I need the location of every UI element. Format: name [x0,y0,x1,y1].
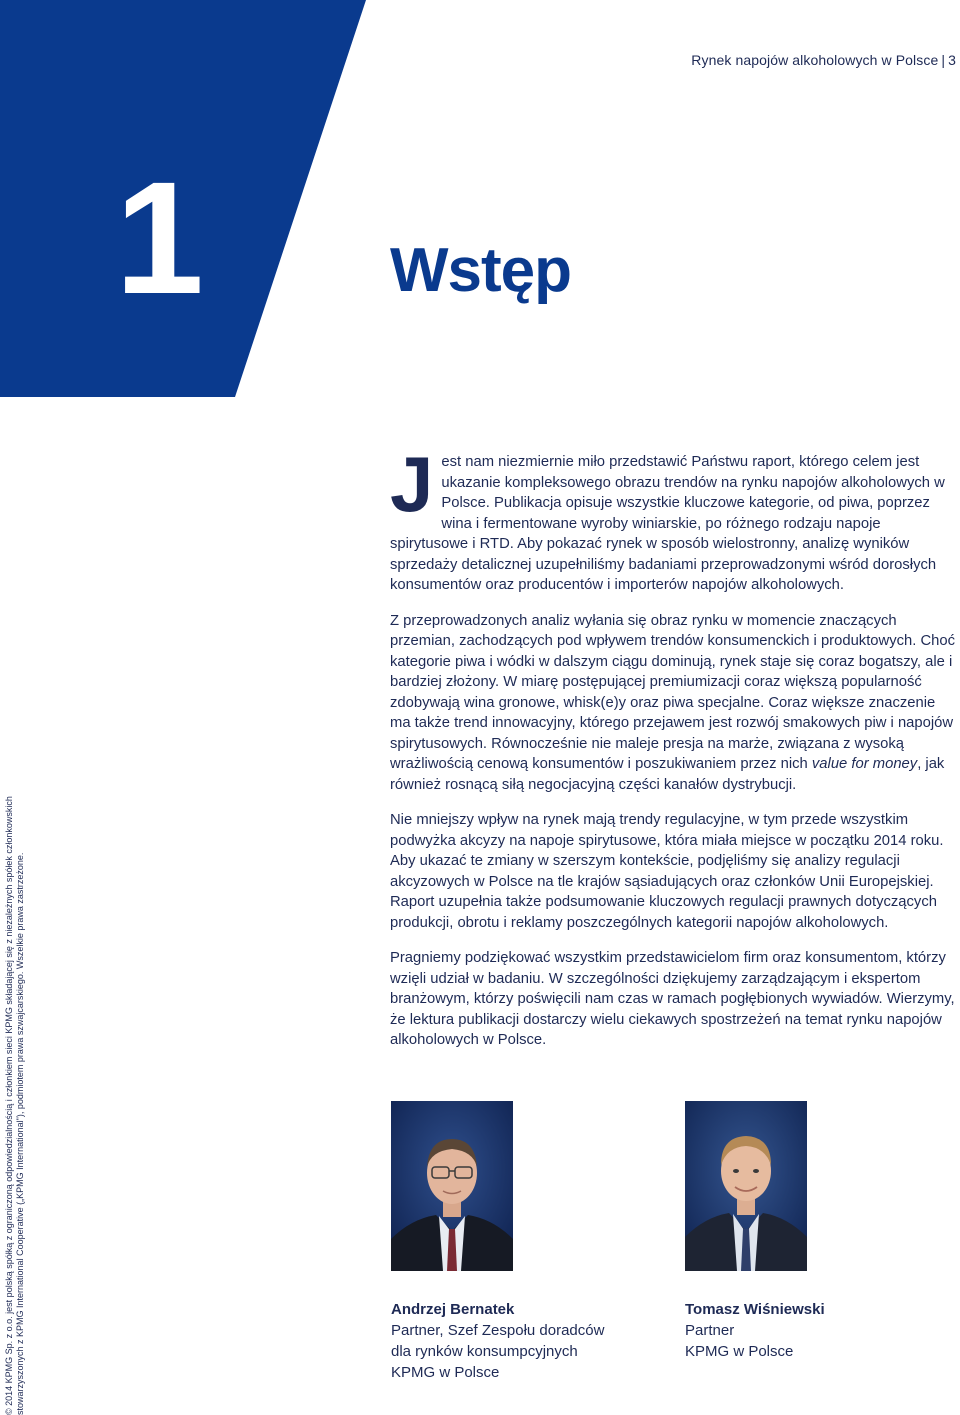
signatory-role: Partner, Szef Zespołu doradców [391,1322,605,1339]
signatory-tomasz-wisniewski [685,1299,825,1362]
intro-paragraph-3: Nie mniejszy wpływ na rynek mają trendy regulacyjne, w tym przede wszystkim podwyżka akcyzy na napoje spirytusowe, która miała miejsce w początku 2014 roku. Aby ukazać te zmiany w szerszym kontekście, podjęliśmy się analizy regulacji akcyzowych w Polsce na tle krajów sąsiadujących oraz członków Unii Europejskiej. Raport uzupełnia także podsumowanie kluczowych regulacji prawnych dotyczących produkcji, obrotu i reklamy poszczególnych kategorii napojów alkoholowych. [390,812,944,931]
portrait-tomasz-wisniewski [685,1101,807,1271]
signatory-andrzej-bernatek [391,1299,604,1383]
drop-cap: J [390,440,434,528]
intro-paragraph-4: Pragniemy podziękować wszystkim przedstawicielom firm oraz konsumentom, którzy wzięli udział w badaniu. W szczególności dziękujemy zarządzającym i ekspertom branżowym, którzy poświęcili nam czas w ramach pogłębionych wywiadów. Wierzymy, że lektura publikacji dostarczy wielu ciekawych spostrzeżeń na temat rynku napojów alkoholowych w Polsce. [390,950,955,1048]
chapter-number: 1 [115,148,200,327]
signatory-name: Andrzej Bernatek [391,1301,515,1318]
signatory-company: KPMG w Polsce [391,1364,500,1381]
chapter-title: Wstęp [390,236,571,305]
running-header-title: Rynek napojów alkoholowych w Polsce [691,52,939,68]
legal-notice [4,796,26,1415]
running-header: Rynek napojów alkoholowych w Polsce | 3 [691,52,956,68]
intro-paragraph-2: Z przeprowadzonych analiz wyłania się obraz rynku w momencie znaczących przemian, zachodzących pod wpływem trendów konsumenckich i produktowych. Choć kategorie piwa i wódki w dalszym ciągu dominują, rynek staje się coraz bogatszy, ale i bardziej złożony. W miarę postępującej premiumizacji coraz większą popularność zdobywają wina gronowe, whisk(e)y oraz piwa specjalne. Coraz większe znaczenie ma także trend innowacyjny, którego przejawem jest rozwój smakowych piw i napojów spirytusowych. Równocześnie nie maleje presja na marże, związana z wysoką wrażliwością cenową konsumentów i poszukiwaniem przez nich value for money, jak również rosnącą siłą negocjacyjną części kanałów dystrybucji. [390,612,956,793]
portrait-andrzej-bernatek [391,1101,513,1271]
page-number: 3 [948,52,956,68]
intro-text [390,440,956,1066]
signatory-name: Tomasz Wiśniewski [685,1301,825,1318]
signatory-company: KPMG w Polsce [685,1343,794,1360]
signatory-role: Partner [685,1322,735,1339]
legal-notice-line: © 2014 KPMG Sp. z o.o. jest polską spółką z ograniczoną odpowiedzialnością i członkiem sieci KPMG składającej się z niezależnych spółek członkowskich [4,796,14,1415]
signatory-role: dla rynków konsumpcyjnych [391,1343,578,1360]
intro-paragraph-1: Jest nam niezmiernie miło przedstawić Państwu raport, którego celem jest ukazanie kompleksowego obrazu trendów na rynku napojów alkoholowych w Polsce. Publikacja opisuje wszystkie kluczowe kategorie, od piwa, poprzez wina i fermentowane wyroby winiarskie, po różnego rodzaju napoje spirytusowe i RTD. Aby pokazać rynek w sposób wielostronny, analizę wyników sprzedaży detalicznej uzupełniliśmy badaniami przeprowadzonymi wśród dorosłych konsumentów oraz producentów i importerów napojów alkoholowych. [390,440,945,593]
legal-notice-line: stowarzyszonych z KPMG International Cooperative („KPMG International"), podmiotem prawa szwajcarskiego. Wszelkie prawa zastrzeżone. [15,852,25,1415]
